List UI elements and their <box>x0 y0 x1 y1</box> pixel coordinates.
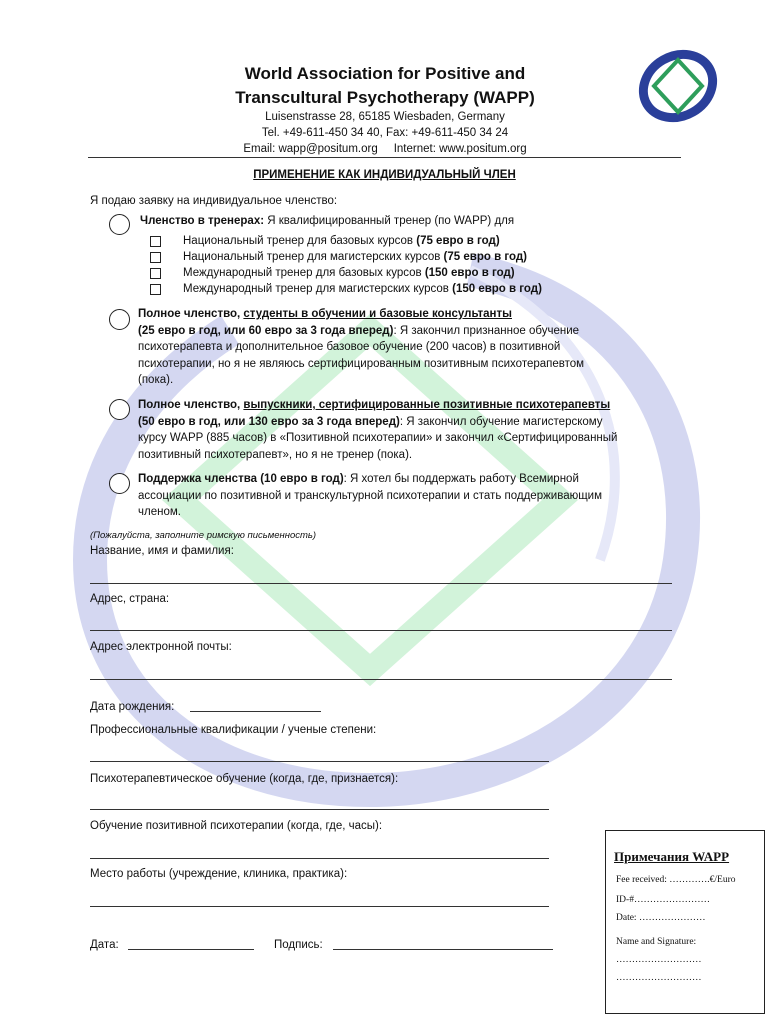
header-divider <box>88 157 681 158</box>
name-field[interactable] <box>90 583 672 584</box>
org-title-line2: Transcultural Psychotherapy (WAPP) <box>235 88 535 107</box>
qualifications-field[interactable] <box>90 761 549 762</box>
trainer-membership-label <box>140 213 514 230</box>
id-number: ID-#…………………… <box>616 895 710 905</box>
national-basic-checkbox[interactable] <box>150 236 161 247</box>
trainer-membership-title: Членство в тренерах: <box>140 215 265 227</box>
signature-label: Подпись: <box>274 939 323 951</box>
pp-training-label: Обучение позитивной психотерапии (когда, где, часы): <box>90 820 383 832</box>
workplace-label: Место работы (учреждение, клиника, практика): <box>90 868 348 880</box>
dob-field[interactable] <box>190 711 321 712</box>
name-signature-dots-1: ……………………… <box>616 955 702 965</box>
international-basic-label: Международный тренер для базовых курсов (150 евро в год) <box>183 267 515 279</box>
address-label: Адрес, страна: <box>90 593 170 605</box>
international-master-label: Международный тренер для магистерских курсов (150 евро в год) <box>183 283 542 295</box>
name-signature-dots-2: ……………………… <box>616 973 702 983</box>
students-membership-radio[interactable] <box>109 309 130 330</box>
national-master-label: Национальный тренер для магистерских курсов (75 евро в год) <box>183 251 527 263</box>
wapp-notes-box <box>605 830 765 1014</box>
email-field[interactable] <box>90 679 672 680</box>
support-membership-radio[interactable] <box>109 473 130 494</box>
wapp-logo-icon <box>636 48 720 124</box>
org-email-web: Email: wapp@positum.org Internet: www.positum.org <box>243 143 527 155</box>
students-membership-text: Полное членство, студенты в обучении и базовые консультанты (25 евро в год, или 60 евро за 3 года вперед): Я закончил признанное обучение психотерапевта и дополнительное базовое обучение (200 часов) в позитивной психотерапии, но я не являюсь сертифицированным позитивным психотерапевтом (пока). <box>138 308 585 386</box>
trainer-membership-text: Я квалифицированный тренер (по WAPP) для <box>264 215 515 227</box>
org-phone: Tel. +49-611-450 34 40, Fax: +49-611-450 34 24 <box>261 127 509 139</box>
fee-received: Fee received: ………….€/Euro <box>616 875 736 885</box>
national-basic-label: Национальный тренер для базовых курсов (75 евро в год) <box>183 235 500 247</box>
qualifications-label: Профессиональные квалификации / ученые степени: <box>90 724 377 736</box>
email-label: Адрес электронной почты: <box>90 641 232 653</box>
graduates-membership-radio[interactable] <box>109 399 130 420</box>
graduates-membership-text: Полное членство, выпускники, сертифицированные позитивные психотерапевты (50 евро в год, или 130 евро за 3 года вперед): Я закончил обучение магистерскому курсу WAPP (885 часов) в «Позитивной психотерапии» и закончил «Сертифицированный позитивный психотерапевт», но я не тренер (пока). <box>138 399 618 461</box>
address-field[interactable] <box>90 630 672 631</box>
signature-field[interactable] <box>333 949 553 950</box>
roman-script-note: (Пожалуйста, заполните римскую письменность) <box>90 530 317 541</box>
name-signature-label: Name and Signature: <box>616 937 697 947</box>
date-label: Дата: <box>90 939 119 951</box>
notes-date: Date: ………………… <box>616 913 706 923</box>
international-master-checkbox[interactable] <box>150 284 161 295</box>
support-membership-text: Поддержка членства (10 евро в год): Я хотел бы поддержать работу Всемирной ассоциации по позитивной и транскультурной психотерапии и стать поддерживающим членом. <box>138 473 603 518</box>
trainer-membership-radio[interactable] <box>109 214 130 235</box>
org-address: Luisenstrasse 28, 65185 Wiesbaden, Germany <box>265 111 505 123</box>
intro-text: Я подаю заявку на индивидуальное членство: <box>90 195 338 207</box>
notes-title: Примечания WAPP <box>614 849 730 864</box>
org-title-line1: World Association for Positive and <box>244 64 526 83</box>
name-label: Название, имя и фамилия: <box>90 545 234 557</box>
date-field[interactable] <box>128 949 254 950</box>
form-heading: ПРИМЕНЕНИЕ КАК ИНДИВИДУАЛЬНЫЙ ЧЛЕН <box>253 169 516 181</box>
dob-label: Дата рождения: <box>90 701 175 713</box>
international-basic-checkbox[interactable] <box>150 268 161 279</box>
training-label: Психотерапевтическое обучение (когда, где, признается): <box>90 773 399 785</box>
national-master-checkbox[interactable] <box>150 252 161 263</box>
workplace-field[interactable] <box>90 906 549 907</box>
training-field[interactable] <box>90 809 549 810</box>
pp-training-field[interactable] <box>90 858 549 859</box>
